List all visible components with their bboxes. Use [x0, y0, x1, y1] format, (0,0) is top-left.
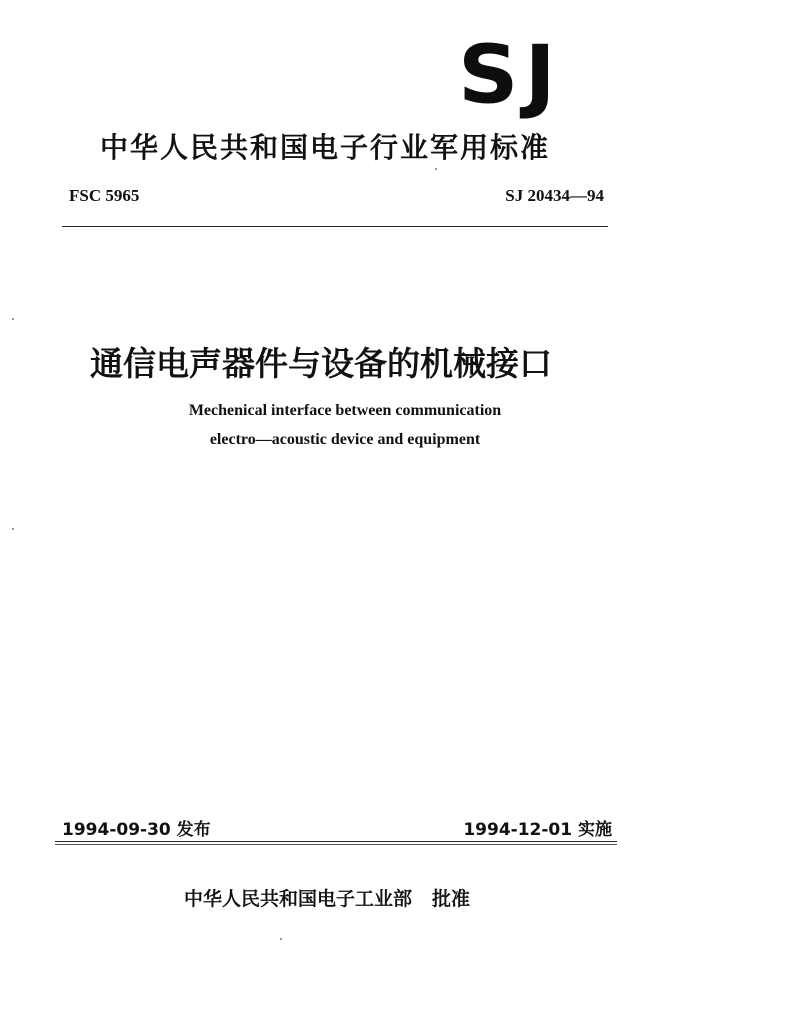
scan-speck: [280, 938, 282, 940]
footer-divider: [55, 841, 617, 842]
sj-logo: SJ: [458, 28, 562, 122]
approving-organization: 中华人民共和国电子工业部: [184, 888, 413, 910]
scan-speck: [435, 168, 437, 170]
issue-date: 1994-09-30 发布: [62, 820, 211, 840]
scan-speck: [12, 528, 14, 530]
standard-number: SJ 20434—94: [505, 186, 604, 205]
english-title-line-2: electro—acoustic device and equipment: [209, 431, 481, 448]
header-divider: [62, 226, 608, 227]
approval-line: [184, 884, 470, 911]
english-title-line-1: Mechenical interface between communication: [188, 402, 502, 419]
implementation-date: 1994-12-01 实施: [463, 820, 612, 840]
scan-speck: [12, 318, 14, 320]
approval-action: 批准: [432, 888, 471, 910]
org-title: 中华人民共和国电子行业军用标准: [100, 131, 551, 164]
fsc-code: FSC 5965: [69, 186, 140, 205]
document-title-english: [120, 396, 570, 454]
footer-divider-secondary: [55, 844, 617, 845]
document-title-chinese: 通信电声器件与设备的机械接口: [90, 344, 552, 383]
